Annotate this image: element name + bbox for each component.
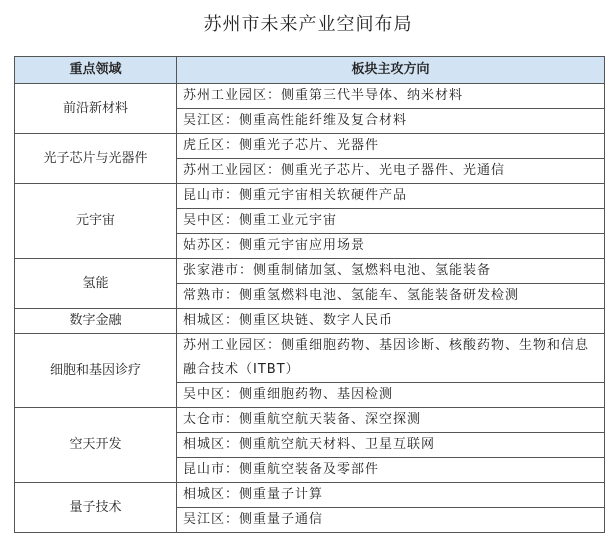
domain-cell: 数字金融 [15, 309, 177, 334]
direction-cell: 相城区：侧重航空航天材料、卫星互联网 [177, 433, 605, 458]
direction-cell: 吴中区：侧重细胞药物、基因检测 [177, 383, 605, 408]
table-row [15, 184, 605, 209]
direction-cell: 吴中区：侧重工业元宇宙 [177, 209, 605, 234]
table-row [15, 309, 605, 334]
table-row [15, 84, 605, 109]
industry-layout-table [14, 56, 605, 533]
domain-cell: 空天开发 [15, 408, 177, 483]
direction-cell: 苏州工业园区：侧重第三代半导体、纳米材料 [177, 84, 605, 109]
direction-cell: 相城区：侧重量子计算 [177, 483, 605, 508]
table-row [15, 334, 605, 383]
table-header-row [15, 57, 605, 84]
domain-cell: 量子技术 [15, 483, 177, 533]
domain-cell: 元宇宙 [15, 184, 177, 259]
direction-cell: 吴江区：侧重高性能纤维及复合材料 [177, 109, 605, 134]
direction-cell: 虎丘区：侧重光子芯片、光器件 [177, 134, 605, 159]
domain-cell: 细胞和基因诊疗 [15, 334, 177, 408]
table-row [15, 134, 605, 159]
direction-cell: 太仓市：侧重航空航天装备、深空探测 [177, 408, 605, 433]
direction-cell: 常熟市：侧重氢燃料电池、氢能车、氢能装备研发检测 [177, 284, 605, 309]
direction-cell: 苏州工业园区：侧重光子芯片、光电子器件、光通信 [177, 159, 605, 184]
direction-cell: 苏州工业园区：侧重细胞药物、基因诊断、核酸药物、生物和信息融合技术（ITBT） [177, 334, 605, 383]
domain-cell: 光子芯片与光器件 [15, 134, 177, 184]
header-domain: 重点领域 [15, 57, 177, 84]
header-direction: 板块主攻方向 [177, 57, 605, 84]
direction-cell: 昆山市：侧重元宇宙相关软硬件产品 [177, 184, 605, 209]
page-title: 苏州市未来产业空间布局 [203, 14, 413, 35]
direction-cell: 姑苏区：侧重元宇宙应用场景 [177, 234, 605, 259]
table-row [15, 483, 605, 508]
direction-cell: 昆山市：侧重航空装备及零部件 [177, 458, 605, 483]
direction-cell: 吴江区：侧重量子通信 [177, 508, 605, 533]
table-row [15, 259, 605, 284]
domain-cell: 前沿新材料 [15, 84, 177, 134]
domain-cell: 氢能 [15, 259, 177, 309]
direction-cell: 张家港市：侧重制储加氢、氢燃料电池、氢能装备 [177, 259, 605, 284]
direction-cell: 相城区：侧重区块链、数字人民币 [177, 309, 605, 334]
table-row [15, 408, 605, 433]
